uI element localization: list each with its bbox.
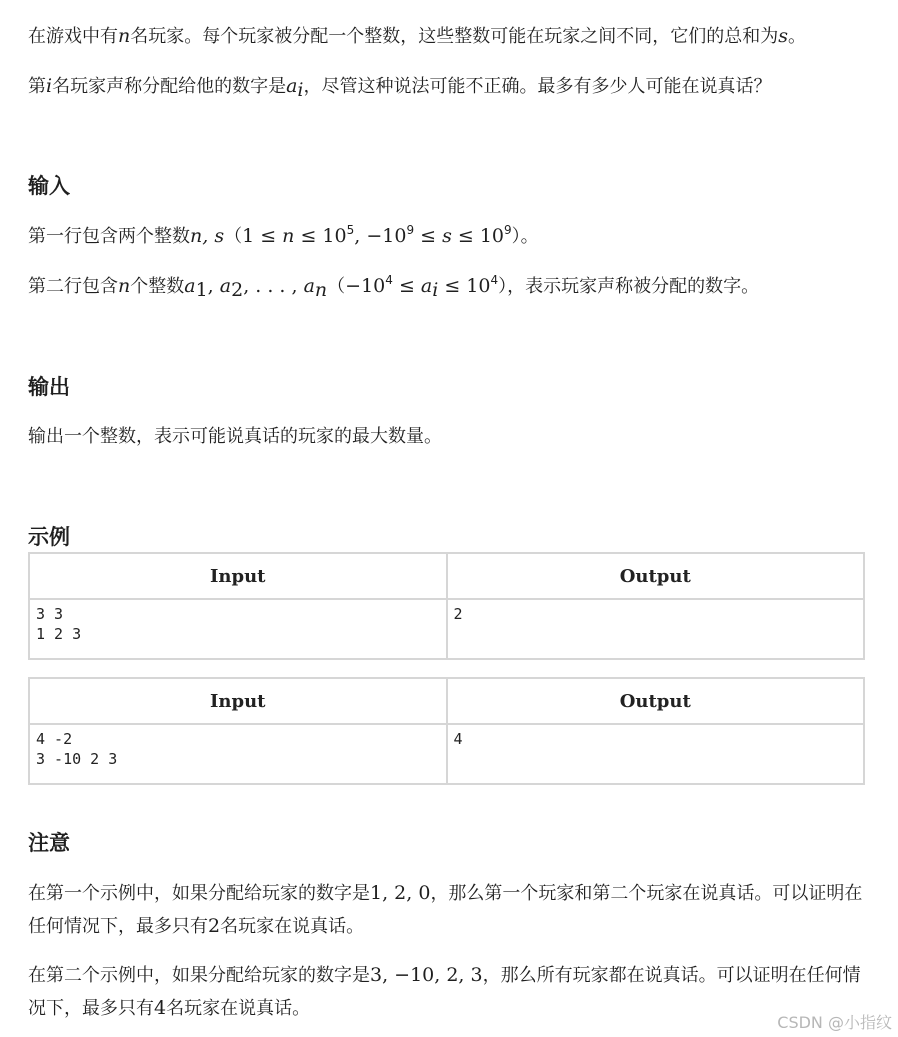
- output-header: Output: [447, 553, 865, 599]
- subscript: i: [297, 79, 304, 101]
- input-section-title: 输入: [28, 174, 70, 198]
- math: −10: [345, 275, 386, 297]
- math: ,: [207, 275, 220, 297]
- text: 名玩家。每个玩家被分配一个整数，这些整数可能在玩家之间不同，它们的总和为: [130, 26, 779, 47]
- math: ≤ 10: [451, 225, 505, 247]
- note-paragraph-1: [28, 877, 868, 943]
- math: 4: [154, 997, 167, 1019]
- text: ，那么所有玩家都在说真话。可以证明在任何情况下，最多只有: [28, 965, 861, 1019]
- text: ，那么第一个玩家和第二个玩家在说真话。可以证明在任何情况下，最多只有: [28, 883, 863, 937]
- exponent: 9: [406, 223, 415, 237]
- math: ≤ 10: [294, 225, 347, 247]
- var-a: a: [286, 75, 298, 97]
- var-i: i: [46, 75, 53, 97]
- text: 名玩家在说真话。: [166, 998, 311, 1019]
- table-header-row: [29, 553, 864, 599]
- exponent: 5: [346, 223, 355, 237]
- input-header: Input: [29, 553, 447, 599]
- example-output: 4: [447, 724, 865, 784]
- math: , . . . ,: [243, 275, 304, 297]
- math: 1 ≤: [242, 225, 283, 247]
- text: 在第二个示例中，如果分配给玩家的数字是: [28, 965, 370, 986]
- var-a: a: [219, 275, 232, 297]
- example-table-2: [28, 677, 865, 785]
- var-n: n: [118, 25, 131, 47]
- subscript: 2: [231, 279, 244, 301]
- text: 在游戏中有: [28, 26, 118, 47]
- var-n: n: [118, 275, 131, 297]
- output-header: Output: [447, 678, 865, 724]
- text: 第二行包含: [28, 276, 118, 297]
- table-row: [29, 724, 864, 784]
- example-input: 4 -2 3 -10 2 3: [29, 724, 447, 784]
- subscript: n: [314, 279, 328, 301]
- text: 第一行包含两个整数: [28, 226, 190, 247]
- example-input: 3 3 1 2 3: [29, 599, 447, 659]
- text: ）。: [511, 226, 539, 247]
- vars-n-s: n, s: [190, 225, 225, 247]
- input-header: Input: [29, 678, 447, 724]
- text: 名玩家在说真话。: [220, 916, 365, 937]
- math: ≤: [414, 225, 443, 247]
- var-s: s: [778, 25, 789, 47]
- output-description: 输出一个整数，表示可能说真话的玩家的最大数量。: [28, 426, 442, 447]
- subscript: i: [432, 279, 439, 301]
- text: 名玩家声称分配给他的数字是: [52, 76, 287, 97]
- math: , −10: [354, 225, 407, 247]
- example-table-1: [28, 552, 865, 660]
- text: （: [224, 226, 243, 247]
- note-paragraph-2: [28, 959, 868, 1025]
- math: 2: [208, 915, 221, 937]
- examples-section-title: 示例: [28, 525, 70, 549]
- var-s: s: [442, 225, 452, 247]
- statement-paragraph-2: [28, 70, 771, 103]
- exponent: 4: [490, 273, 499, 287]
- text: ），表示玩家声称被分配的数字。: [498, 276, 760, 297]
- text: 个整数: [130, 276, 185, 297]
- input-line-2: [28, 270, 759, 303]
- table-header-row: [29, 678, 864, 724]
- var-a: a: [420, 275, 433, 297]
- var-n: n: [282, 225, 295, 247]
- math: ≤ 10: [438, 275, 491, 297]
- exponent: 9: [504, 223, 512, 237]
- math: 3, −10, 2, 3: [370, 964, 483, 986]
- var-a: a: [184, 275, 196, 297]
- math: 1, 2, 0: [370, 882, 431, 904]
- csdn-watermark: CSDN @小指纹: [777, 1013, 892, 1032]
- text: ，尽管这种说法可能不正确。最多有多少人可能在说真话？: [303, 76, 772, 97]
- text: 在第一个示例中，如果分配给玩家的数字是: [28, 883, 370, 904]
- note-section-title: 注意: [28, 831, 70, 855]
- text: 第: [28, 76, 46, 97]
- math: ≤: [392, 275, 421, 297]
- subscript: 1: [195, 279, 208, 301]
- output-section-title: 输出: [28, 375, 70, 399]
- var-a: a: [303, 275, 315, 297]
- statement-paragraph-1: [28, 20, 806, 53]
- input-line-1: [28, 220, 539, 253]
- exponent: 4: [385, 273, 393, 287]
- table-row: [29, 599, 864, 659]
- example-output: 2: [447, 599, 865, 659]
- text: （: [327, 276, 346, 297]
- text: 。: [788, 26, 807, 47]
